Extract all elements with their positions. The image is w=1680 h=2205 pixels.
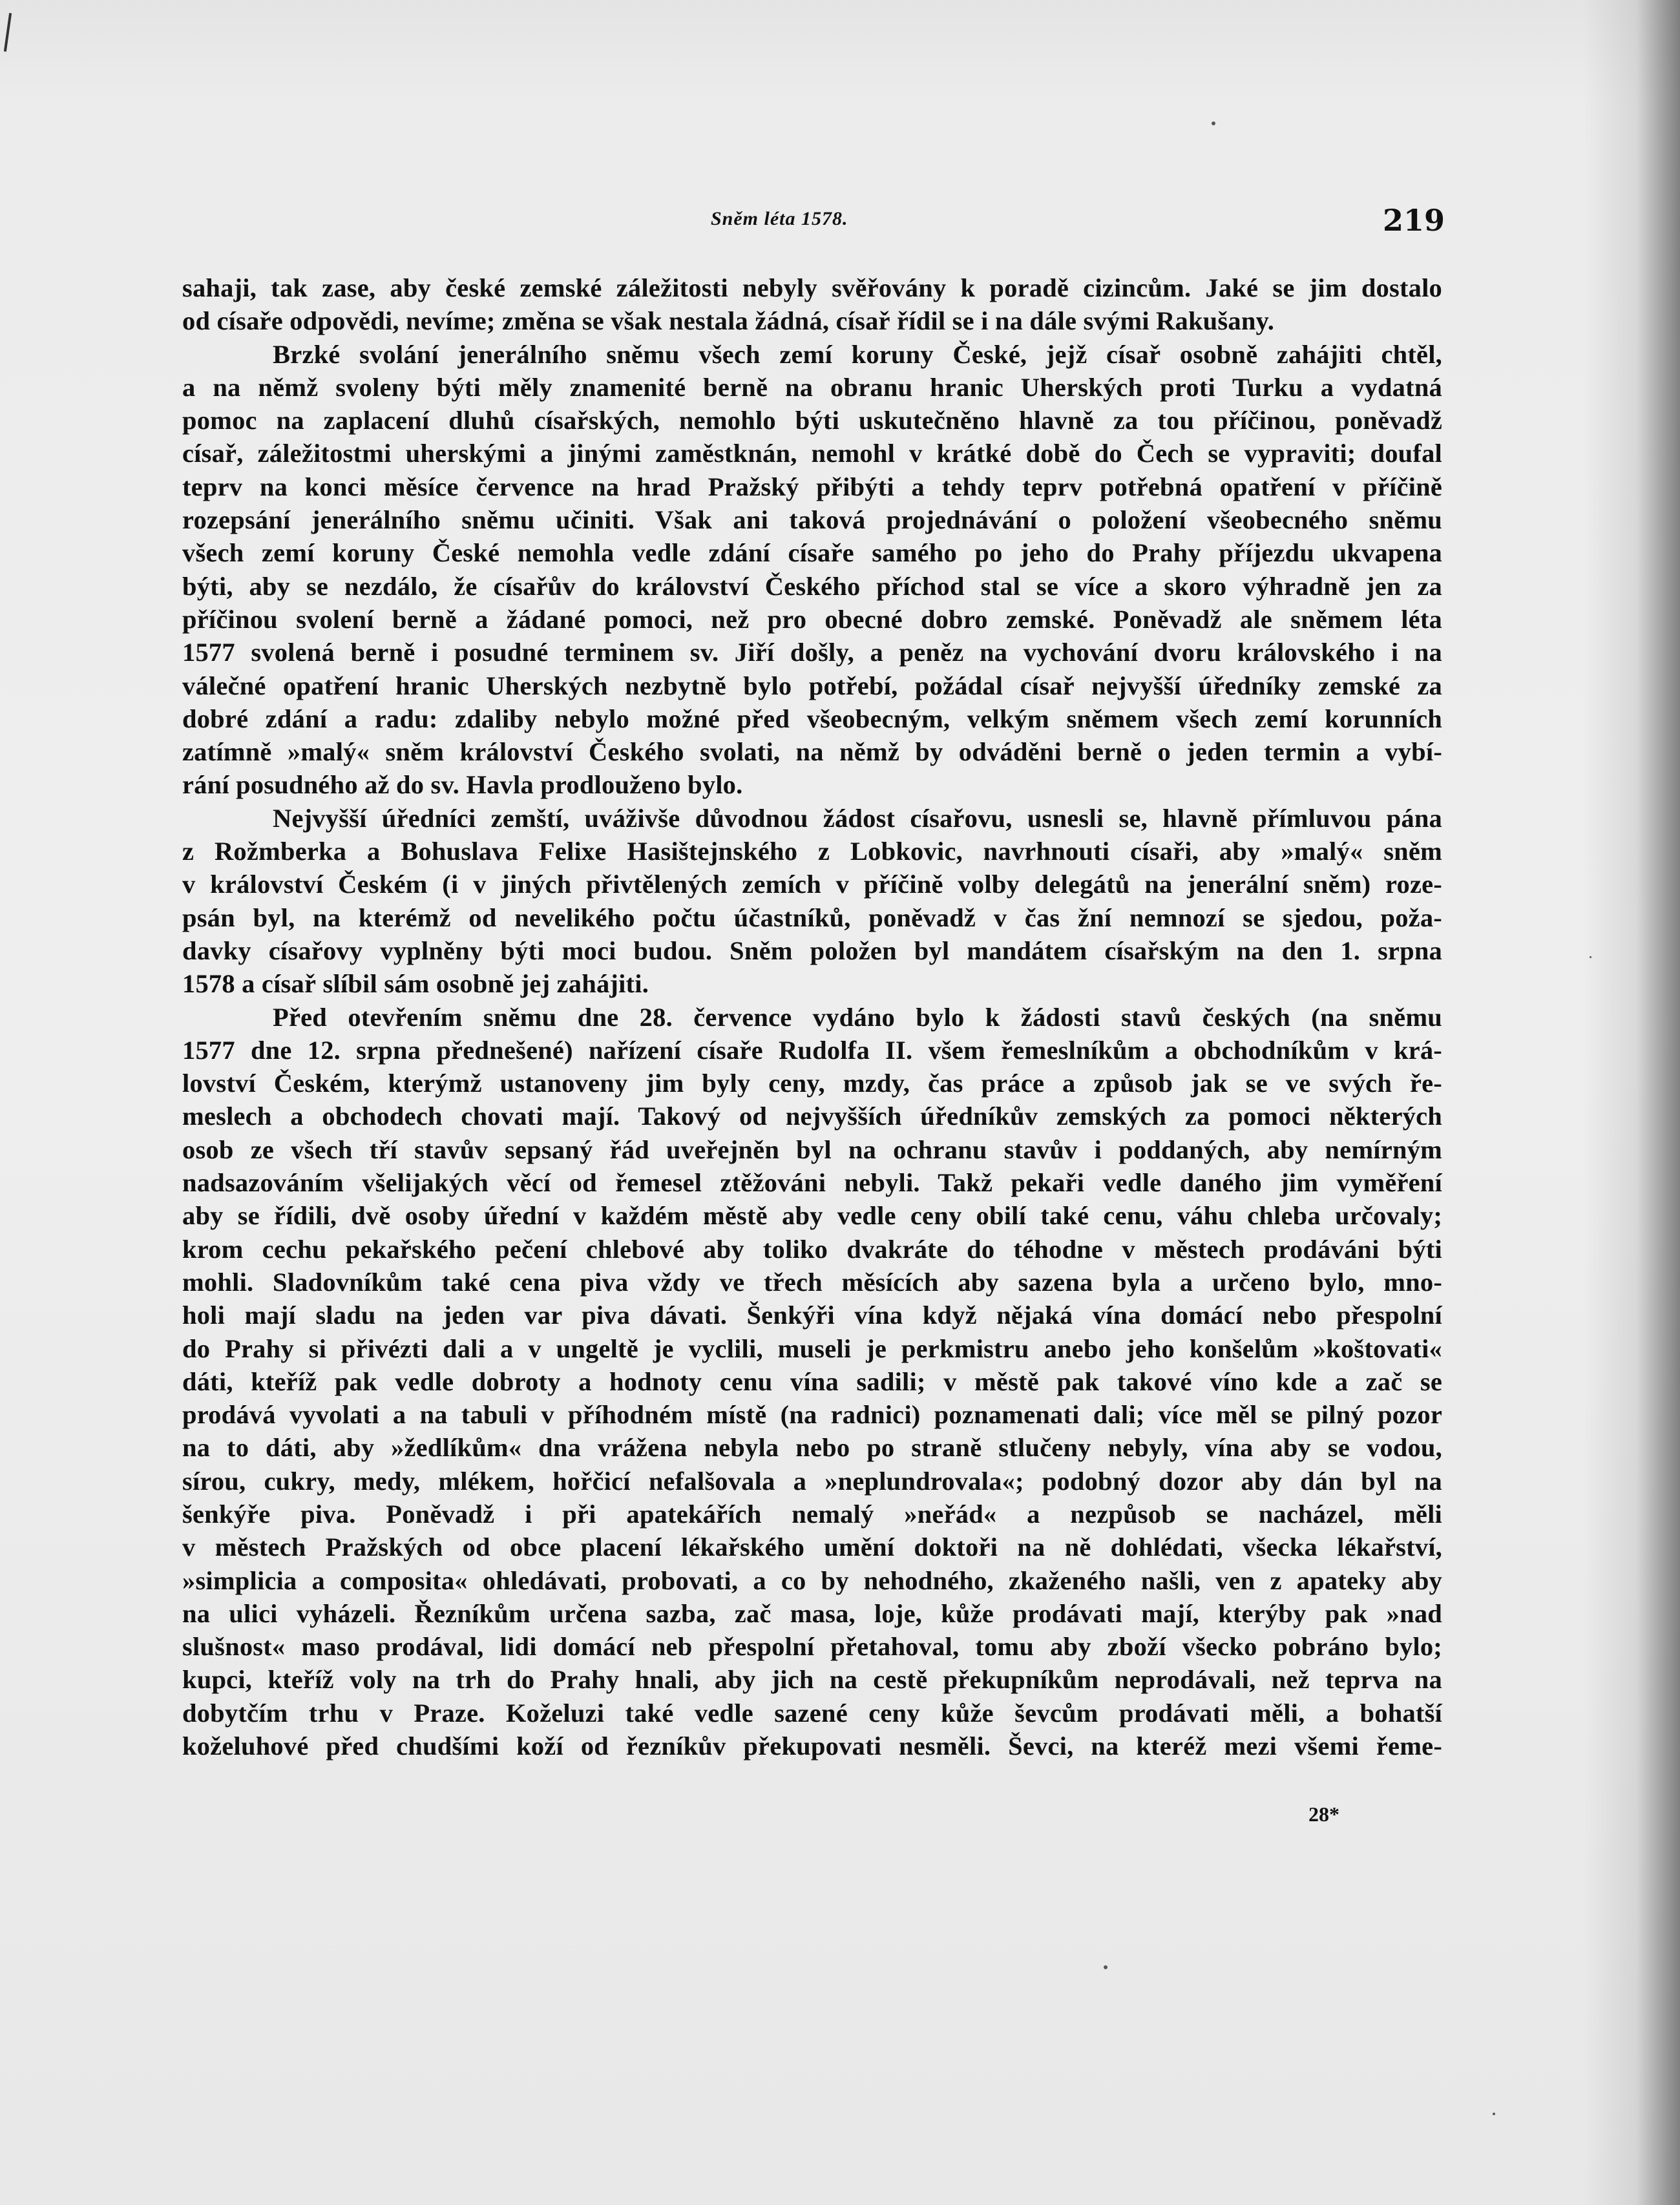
text-line: 1577 svolená berně i posudné terminem sv. Jiří došly, a peněz na vychování dvoru královského i na (182, 638, 1442, 667)
text-line: davky císařovy vyplněny býti moci budou. Sněm položen byl mandátem císařským na den 1. srpna (182, 935, 1442, 965)
scan-speck (1104, 1965, 1108, 1969)
text-line: Nejvyšší úředníci zemští, uváživše důvodnou žádost císařovu, usnesli se, hlavně přímluvou pána (273, 803, 1442, 833)
text-line: lovství Českém, kterýmž ustanoveny jim byly ceny, mzdy, čas práce a způsob jak se ve svých ře- (182, 1069, 1442, 1098)
text-line: válečné opatření hranic Uherských nezbytně bylo potřebí, požádal císař nejvyšší úředníky zemské za (182, 671, 1442, 700)
text-line: 1577 dne 12. srpna přednešené) nařízení císaře Rudolfa II. všem řemeslníkům a obchodníkům v krá- (182, 1035, 1442, 1065)
text-line: na ulici vyházeli. Řezníkům určena sazba, zač masa, loje, kůže prodávati mají, kterýby pak »nad (182, 1598, 1442, 1628)
text-line: Před otevřením sněmu dne 28. července vydáno bylo k žádosti stavů českých (na sněmu (273, 1002, 1442, 1032)
text-line: prodává vyvolati a na tabuli v příhodném místě (na radnici) poznamenati dali; více měl se pilný pozor (182, 1400, 1442, 1430)
text-line: zatímně »malý« sněm království Českého svolati, na němž by odváděni berně o jeden termin a vybí- (182, 737, 1442, 767)
text-line: »simplicia a composita« ohledávati, probovati, a co by nehodného, zkaženého našli, ven z apateky aby (182, 1565, 1442, 1595)
text-line: do Prahy si přivézti dali a v ungeltě je vyclili, museli je perkmistru anebo jeho konšelům »koštovati« (182, 1333, 1442, 1363)
text-line: příčinou svolení berně a žádané pomoci, než pro obecné dobro zemské. Poněvadž ale sněmem léta (182, 604, 1442, 634)
body-text (182, 271, 1442, 1762)
text-line: mohli. Sladovníkům také cena piva vždy ve třech měsících aby sazena byla a určeno bylo, mno- (182, 1267, 1442, 1297)
text-line: dáti, kteříž pak vedle dobroty a hodnoty cenu vína sadili; v městě pak takové víno kde a zač se (182, 1366, 1442, 1396)
scan-speck (1493, 2113, 1495, 2115)
text-line: v městech Pražských od obce placení lékařského umění doktoři na ně dohlédati, všecka lékařství, (182, 1532, 1442, 1562)
text-line: holi mají sladu na jeden var piva dávati. Šenkýři vína když nějaká vína domácí nebo přespolní (182, 1301, 1442, 1330)
text-line: v království Českém (i v jiných přivtělených zemích v příčině volby delegátů na jenerální sněm) roze- (182, 870, 1442, 899)
text-line: sírou, cukry, medy, mlékem, hořčicí nefalšovala a »neplundrovala«; podobný dozor aby dán byl na (182, 1466, 1442, 1496)
text-line: koželuhové před chudšími koží od řezníkův překupovati nesměli. Ševci, na kteréž mezi všemi řeme- (182, 1731, 1442, 1761)
page-edge-shadow (1583, 0, 1680, 2205)
scan-corner-mark (4, 13, 12, 52)
text-line: od císaře odpovědi, nevíme; změna se však nestala žádná, císař řídil se i na dále svými Rakušany. (182, 306, 1275, 336)
text-line: rání posudného až do sv. Havla prodlouženo bylo. (182, 770, 743, 800)
text-line: nadsazováním všelijakých věcí od řemesel ztěžováni nebyli. Takž pekaři vedle daného jim vyměření (182, 1168, 1442, 1198)
text-line: všech zemí koruny České nemohla vedle zdání císaře samého po jeho do Prahy příjezdu ukvapena (182, 538, 1442, 568)
text-line: osob ze všech tří stavův sepsaný řád uveřejněn byl na ochranu stavův i poddaných, aby nemírným (182, 1134, 1442, 1164)
text-line: meslech a obchodech chovati mají. Takový od nejvyšších úředníkův zemských za pomoci některých (182, 1102, 1442, 1131)
scan-speck (1212, 121, 1215, 125)
text-line: císař, záležitostmi uherskými a jinými zaměstknán, nemohl v krátké době do Čech se vypraviti; doufal (182, 439, 1442, 468)
text-line: dobré zdání a radu: zdaliby nebylo možné před všeobecným, velkým sněmem všech zemí korunních (182, 704, 1442, 733)
text-line: 1578 a císař slíbil sám osobně jej zahájiti. (182, 969, 649, 999)
text-line: šenkýře piva. Poněvadž i při apatekářích nemalý »neřád« a nezpůsob se nacházel, měli (182, 1499, 1442, 1529)
text-line: a na němž svoleny býti měly znamenité berně na obranu hranic Uherských proti Turku a vydatná (182, 372, 1442, 402)
text-line: slušnost« maso prodával, lidi domácí neb přespolní přetahoval, tomu aby zboží všecko pobráno bylo; (182, 1632, 1442, 1662)
signature-mark: 28* (1308, 1803, 1339, 1826)
text-line: Brzké svolání jenerálního sněmu všech zemí koruny České, jejž císař osobně zahájiti chtěl, (273, 339, 1442, 369)
text-line: z Rožmberka a Bohuslava Felixe Hasištejnského z Lobkovic, navrhnouti císaři, aby »malý« sněm (182, 837, 1442, 866)
text-line: dobytčím trhu v Praze. Koželuzi také vedle sazené ceny kůže ševcům prodávati měli, a bohatší (182, 1698, 1442, 1728)
text-line: pomoc na zaplacení dluhů císařských, nemohlo býti uskutečněno hlavně za tou příčinou, poněvadž (182, 406, 1442, 435)
page-number: 219 (1383, 203, 1445, 238)
text-line: sahaji, tak zase, aby české zemské záležitosti nebyly svěřovány k poradě cizincům. Jaké se jim dostalo (182, 273, 1442, 302)
text-line: býti, aby se nezdálo, že císařův do království Českého příchod stal se více a skoro výhradně jen za (182, 571, 1442, 601)
text-line: na to dáti, aby »žedlíkům« dna vrážena nebyla nebo po straně stlučeny nebyly, vína aby se vodou, (182, 1433, 1442, 1463)
text-line: teprv na konci měsíce července na hrad Pražský přibýti a tehdy teprv potřebná opatření v příčině (182, 472, 1442, 501)
scan-speck (1590, 956, 1591, 958)
running-head: Sněm léta 1578. (711, 208, 848, 229)
text-line: psán byl, na kterémž od nevelikého počtu účastníků, poněvadž v čas žní nemnozí se sjedou, poža- (182, 903, 1442, 932)
text-line: rozepsání jenerálního sněmu učiniti. Však ani taková projednávání o položení všeobecného sněmu (182, 505, 1442, 535)
text-line: krom cechu pekařského pečení chlebové aby toliko dvakráte do téhodne v městech prodáváni býti (182, 1234, 1442, 1264)
text-line: kupci, kteříž voly na trh do Prahy hnali, aby jich na cestě překupníkům neprodávali, než teprva na (182, 1665, 1442, 1695)
text-line: aby se řídili, dvě osoby úřední v každém městě aby vedle ceny obilí také cenu, váhu chleba určovaly; (182, 1201, 1442, 1231)
